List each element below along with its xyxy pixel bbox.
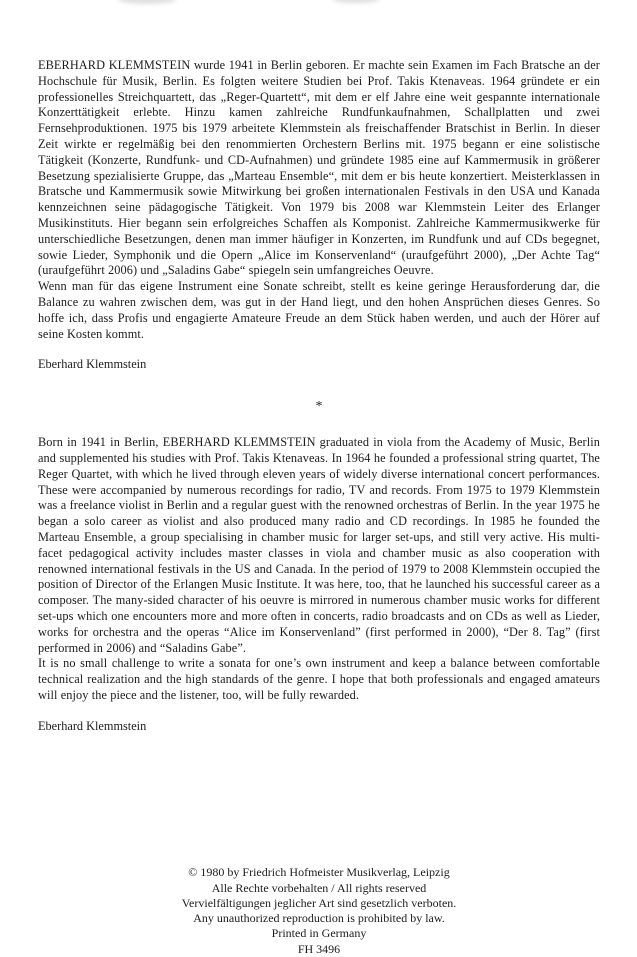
- english-note-paragraph: It is no small challenge to write a sonata for one’s own instrument and keep a balance between comfortable technical realization and the high standards of the genre. I hope that both professionals and engaged amateurs will enjoy the piece and the listener, too, will be fully rewarded.: [38, 656, 600, 702]
- german-signature: Eberhard Klemmstein: [38, 357, 147, 372]
- english-bio-paragraph: Born in 1941 in Berlin, EBERHARD KLEMMSTEIN graduated in viola from the Academy of Music, Berlin and supplemented his studies with Prof. Takis Ktenaveas. In 1964 he founded a professional string quartet, The Reger Quartet, with which he lived through eleven years of widely diverse international concert performances. These were accompanied by numerous recordings for radio, TV and records. From 1975 to 1979 Klemmstein was a freelance violist in Berlin and a regular guest with the renowned orchestras of Berlin. In the year 1975 he began a solo career as violist and also produced many radio and CD recordings. In 1985 he founded the Marteau Ensemble, a group specialising in chamber music for larger set-ups, and still very active. His multi-facet pedagogical activity includes master classes in viola and chamber music as also cooperation with renowned international festivals in the US and Canada. In the period of 1979 to 2008 Klemmstein occupied the position of Director of the Erlangen Music Institute. It was here, too, that he launched his successful career as a composer. The many-sided character of his oeuvre is mirrored in numerous chamber music works for different set-ups which one encounters more and more often in concerts, radio broadcasts and on CDs as well as Lieder, works for orchestra and the operas “Alice im Konservenland” (first performed in 2000), “Der 8. Tag” (first performed in 2006) and “Saladins Gabe”.: [38, 435, 600, 655]
- scan-artifact: [118, 0, 176, 4]
- copyright-line: © 1980 by Friedrich Hofmeister Musikverlag, Leipzig: [188, 865, 450, 880]
- prohibition-english-line: Any unauthorized reproduction is prohibited by law.: [193, 911, 445, 926]
- catalog-number: FH 3496: [297, 941, 341, 956]
- german-bio-paragraph: EBERHARD KLEMMSTEIN wurde 1941 in Berlin geboren. Er machte sein Examen im Fach Bratsche an der Hochschule für Musik, Berlin. Es folgten weitere Studien bei Prof. Takis Ktenaveas. 1964 gründete er ein professionelles Streichquartett, das „Reger-Quartett“, mit dem er elf Jahre eine weit gespannte internationale Konzerttätigkeit erlebte. Hinzu kamen zahlreiche Rundfunkaufnahmen, Schallplatten und zwei Fernsehproduktionen. 1975 bis 1979 arbeitete Klemmstein als freischaffender Bratschist in Berlin. In dieser Zeit wirkte er regelmäßig bei den renommierten Orchestern Berlins mit. 1975 begann er eine solistische Tätigkeit (Konzerte, Rundfunk- und CD-Aufnahmen) und gründete 1985 eine auf Kammermusik in größerer Besetzung spezialisierte Gruppe, das „Marteau Ensemble“, mit dem er bis heute konzertiert. Meisterklassen in Bratsche und Kammermusik sowie Mitwirkung bei großen internationalen Festivals in den USA und Kanada kennzeichnen seine pädagogische Tätigkeit. Von 1979 bis 2008 war Klemmstein Leiter des Erlanger Musikinstituts. Hier begann sein erfolgreiches Schaffen als Komponist. Zahlreiche Kammermusikwerke für unterschiedliche Besetzungen, denen man immer häufiger in Konzerten, im Rundfunk und auf CDs begegnet, sowie Lieder, Symphonik und die Opern „Alice im Konservenland“ (uraufgeführt 2000), „Der Achte Tag“ (uraufgeführt 2006) und „Saladins Gabe“ spiegeln sein umfangreiches Oeuvre.: [38, 58, 600, 278]
- printed-in-germany-line: Printed in Germany: [271, 926, 367, 941]
- english-signature: Eberhard Klemmstein: [38, 718, 147, 733]
- prohibition-german-line: Vervielfältigungen jeglicher Art sind gesetzlich verboten.: [181, 895, 457, 910]
- rights-reserved-line: Alle Rechte vorbehalten / All rights reserved: [211, 880, 427, 895]
- asterisk-separator: *: [315, 399, 323, 415]
- german-note-paragraph: Wenn man für das eigene Instrument eine Sonate schreibt, stellt es keine geringe Herausforderung dar, die Balance zu wahren zwischen dem, was gut in der Hand liegt, und den hohen Ansprüchen dieses Genres. So hoffe ich, dass Profis und engagierte Amateure Freude an dem Stück haben werden, und auch der Hörer auf seine Kosten kommt.: [38, 279, 600, 341]
- scan-artifact: [332, 0, 380, 3]
- imprint-block: [38, 865, 600, 956]
